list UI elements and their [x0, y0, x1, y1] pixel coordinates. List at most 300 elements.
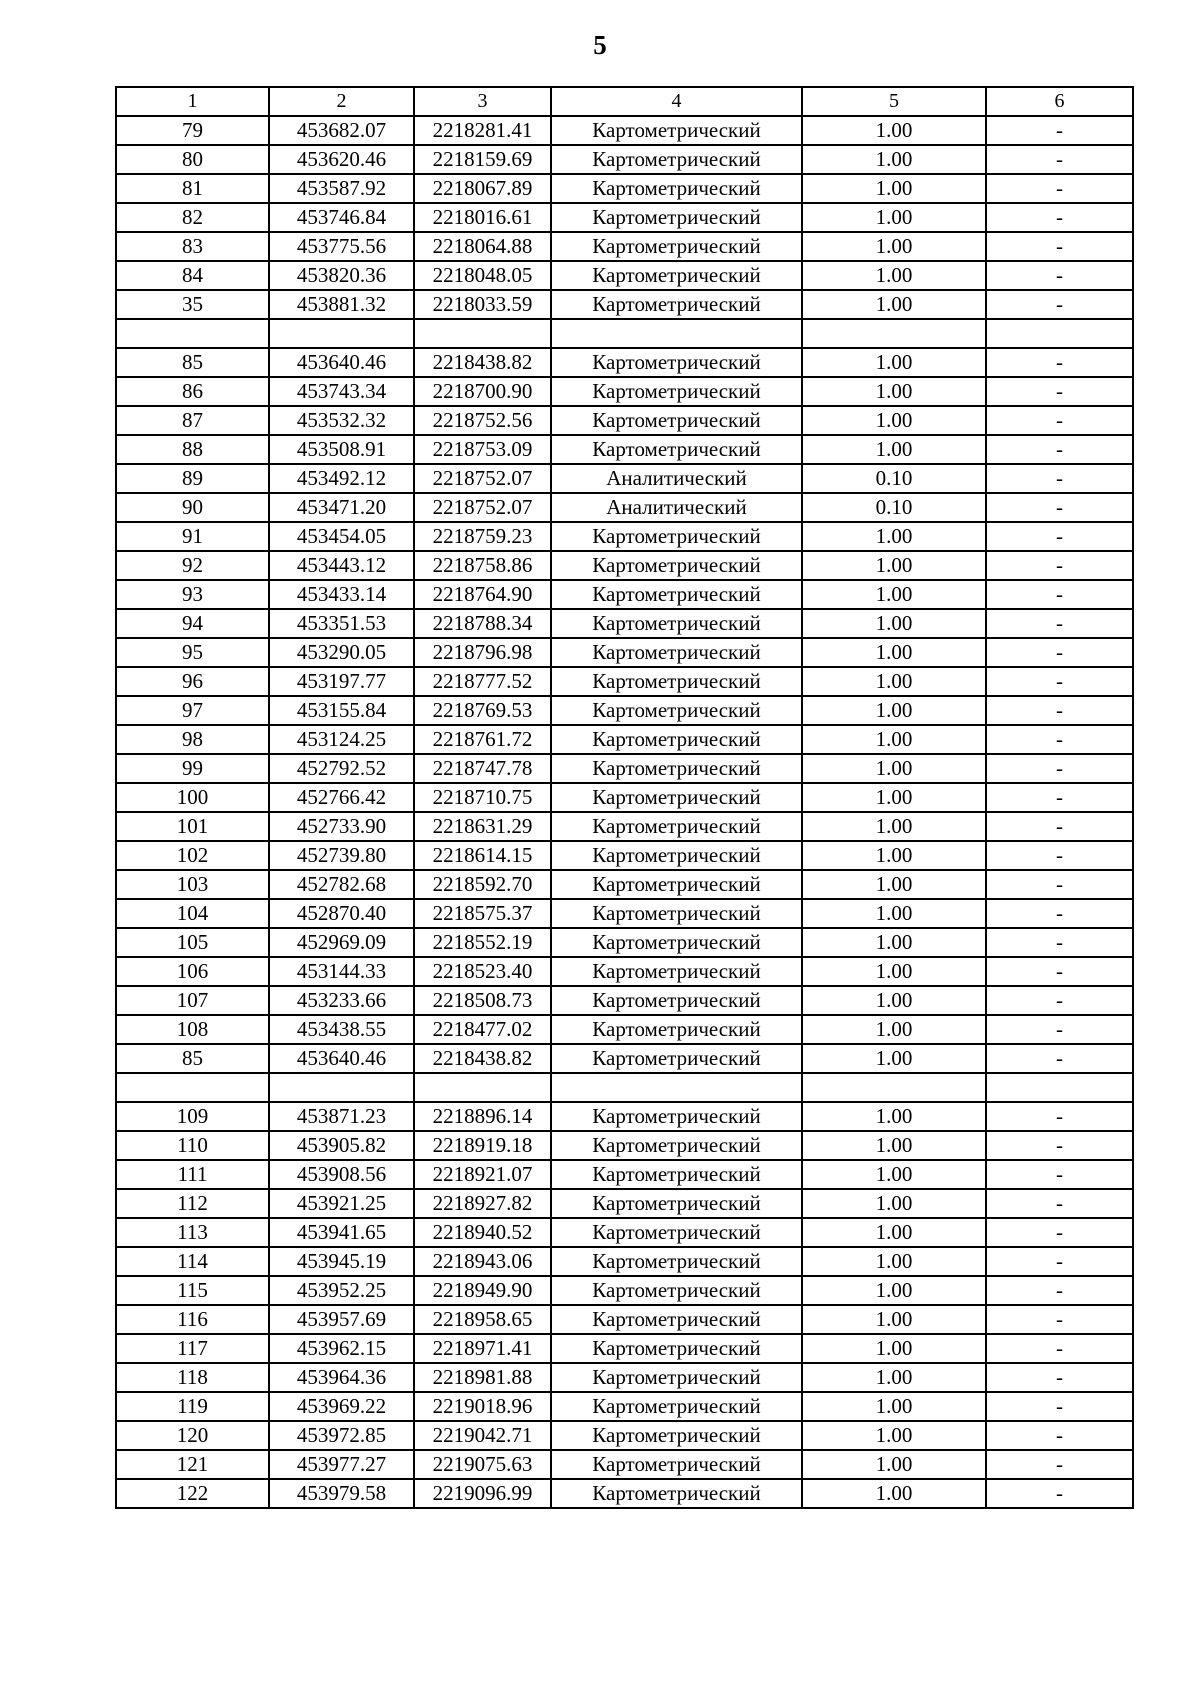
accuracy-cell [802, 319, 986, 348]
table-row [116, 145, 1133, 174]
accuracy-cell: 1.00 [802, 145, 986, 174]
table-row [116, 1044, 1133, 1073]
point-number-cell: 107 [116, 986, 269, 1015]
note-cell: - [986, 899, 1133, 928]
y-coordinate-cell: 2218159.69 [414, 145, 551, 174]
x-coordinate-cell: 452870.40 [269, 899, 414, 928]
point-number-cell: 106 [116, 957, 269, 986]
x-coordinate-cell: 453682.07 [269, 116, 414, 145]
y-coordinate-cell: 2218921.07 [414, 1160, 551, 1189]
method-cell: Картометрический [551, 1450, 802, 1479]
note-cell: - [986, 754, 1133, 783]
method-cell: Картометрический [551, 522, 802, 551]
y-coordinate-cell: 2218552.19 [414, 928, 551, 957]
point-number-cell: 102 [116, 841, 269, 870]
method-cell: Картометрический [551, 1218, 802, 1247]
y-coordinate-cell: 2218788.34 [414, 609, 551, 638]
accuracy-cell: 1.00 [802, 261, 986, 290]
x-coordinate-cell: 453746.84 [269, 203, 414, 232]
note-cell: - [986, 1479, 1133, 1508]
table-row [116, 319, 1133, 348]
x-coordinate-cell: 453905.82 [269, 1131, 414, 1160]
accuracy-cell [802, 1073, 986, 1102]
point-number-cell: 114 [116, 1247, 269, 1276]
y-coordinate-cell: 2218981.88 [414, 1363, 551, 1392]
accuracy-cell: 1.00 [802, 1247, 986, 1276]
point-number-cell [116, 1073, 269, 1102]
table-row [116, 1334, 1133, 1363]
point-number-cell: 98 [116, 725, 269, 754]
accuracy-cell: 1.00 [802, 1044, 986, 1073]
point-number-cell: 115 [116, 1276, 269, 1305]
point-number-cell: 90 [116, 493, 269, 522]
accuracy-cell: 1.00 [802, 725, 986, 754]
note-cell: - [986, 725, 1133, 754]
method-cell: Картометрический [551, 609, 802, 638]
point-number-cell: 112 [116, 1189, 269, 1218]
y-coordinate-cell: 2218477.02 [414, 1015, 551, 1044]
point-number-cell: 103 [116, 870, 269, 899]
table-row [116, 986, 1133, 1015]
accuracy-cell: 1.00 [802, 783, 986, 812]
method-cell: Картометрический [551, 580, 802, 609]
point-number-cell: 95 [116, 638, 269, 667]
accuracy-cell: 1.00 [802, 1160, 986, 1189]
method-cell: Картометрический [551, 435, 802, 464]
point-number-cell: 81 [116, 174, 269, 203]
method-cell: Картометрический [551, 377, 802, 406]
table-row [116, 261, 1133, 290]
note-cell: - [986, 841, 1133, 870]
note-cell: - [986, 812, 1133, 841]
x-coordinate-cell: 453820.36 [269, 261, 414, 290]
table-row [116, 1247, 1133, 1276]
y-coordinate-cell: 2218752.07 [414, 464, 551, 493]
point-number-cell: 91 [116, 522, 269, 551]
accuracy-cell: 1.00 [802, 232, 986, 261]
note-cell: - [986, 116, 1133, 145]
note-cell: - [986, 1363, 1133, 1392]
table-row [116, 522, 1133, 551]
method-cell [551, 319, 802, 348]
y-coordinate-cell: 2218710.75 [414, 783, 551, 812]
table-row [116, 348, 1133, 377]
column-header: 3 [414, 87, 551, 116]
method-cell: Картометрический [551, 116, 802, 145]
accuracy-cell: 1.00 [802, 522, 986, 551]
x-coordinate-cell: 452739.80 [269, 841, 414, 870]
x-coordinate-cell: 453908.56 [269, 1160, 414, 1189]
y-coordinate-cell: 2219042.71 [414, 1421, 551, 1450]
point-number-cell: 87 [116, 406, 269, 435]
method-cell: Картометрический [551, 1247, 802, 1276]
y-coordinate-cell: 2218958.65 [414, 1305, 551, 1334]
y-coordinate-cell: 2218761.72 [414, 725, 551, 754]
table-row [116, 1450, 1133, 1479]
method-cell: Картометрический [551, 174, 802, 203]
accuracy-cell: 1.00 [802, 1015, 986, 1044]
x-coordinate-cell: 452766.42 [269, 783, 414, 812]
method-cell: Картометрический [551, 696, 802, 725]
accuracy-cell: 1.00 [802, 1421, 986, 1450]
accuracy-cell: 1.00 [802, 899, 986, 928]
y-coordinate-cell: 2218747.78 [414, 754, 551, 783]
method-cell: Картометрический [551, 986, 802, 1015]
table-row [116, 1305, 1133, 1334]
note-cell: - [986, 870, 1133, 899]
note-cell: - [986, 1160, 1133, 1189]
column-header: 4 [551, 87, 802, 116]
note-cell: - [986, 638, 1133, 667]
table-row [116, 725, 1133, 754]
table-row [116, 1131, 1133, 1160]
note-cell: - [986, 580, 1133, 609]
x-coordinate-cell: 453957.69 [269, 1305, 414, 1334]
method-cell: Картометрический [551, 783, 802, 812]
table-row [116, 1218, 1133, 1247]
method-cell: Картометрический [551, 725, 802, 754]
table-row [116, 435, 1133, 464]
x-coordinate-cell: 453144.33 [269, 957, 414, 986]
table-row [116, 928, 1133, 957]
method-cell: Картометрический [551, 1131, 802, 1160]
note-cell: - [986, 957, 1133, 986]
x-coordinate-cell: 453443.12 [269, 551, 414, 580]
table-row [116, 551, 1133, 580]
note-cell [986, 1073, 1133, 1102]
table-row [116, 638, 1133, 667]
accuracy-cell: 1.00 [802, 696, 986, 725]
x-coordinate-cell [269, 1073, 414, 1102]
x-coordinate-cell: 453952.25 [269, 1276, 414, 1305]
note-cell: - [986, 174, 1133, 203]
column-header: 2 [269, 87, 414, 116]
note-cell: - [986, 986, 1133, 1015]
x-coordinate-cell: 453977.27 [269, 1450, 414, 1479]
y-coordinate-cell: 2218508.73 [414, 986, 551, 1015]
point-number-cell: 111 [116, 1160, 269, 1189]
method-cell: Картометрический [551, 1334, 802, 1363]
accuracy-cell: 1.00 [802, 1334, 986, 1363]
note-cell: - [986, 232, 1133, 261]
x-coordinate-cell: 453433.14 [269, 580, 414, 609]
point-number-cell: 117 [116, 1334, 269, 1363]
table-row [116, 232, 1133, 261]
table-row [116, 290, 1133, 319]
method-cell: Картометрический [551, 551, 802, 580]
note-cell: - [986, 406, 1133, 435]
point-number-cell: 109 [116, 1102, 269, 1131]
accuracy-cell: 1.00 [802, 812, 986, 841]
note-cell: - [986, 1044, 1133, 1073]
y-coordinate-cell: 2218919.18 [414, 1131, 551, 1160]
method-cell: Картометрический [551, 928, 802, 957]
x-coordinate-cell: 453775.56 [269, 232, 414, 261]
table-row [116, 696, 1133, 725]
method-cell: Картометрический [551, 1015, 802, 1044]
table-row [116, 377, 1133, 406]
point-number-cell: 85 [116, 1044, 269, 1073]
note-cell: - [986, 1450, 1133, 1479]
x-coordinate-cell: 453233.66 [269, 986, 414, 1015]
y-coordinate-cell: 2218523.40 [414, 957, 551, 986]
method-cell: Картометрический [551, 957, 802, 986]
accuracy-cell: 0.10 [802, 493, 986, 522]
y-coordinate-cell: 2218281.41 [414, 116, 551, 145]
method-cell: Картометрический [551, 290, 802, 319]
y-coordinate-cell: 2218700.90 [414, 377, 551, 406]
y-coordinate-cell: 2218758.86 [414, 551, 551, 580]
accuracy-cell: 1.00 [802, 116, 986, 145]
y-coordinate-cell: 2218592.70 [414, 870, 551, 899]
y-coordinate-cell [414, 319, 551, 348]
point-number-cell: 85 [116, 348, 269, 377]
note-cell: - [986, 696, 1133, 725]
method-cell: Картометрический [551, 1044, 802, 1073]
y-coordinate-cell: 2218631.29 [414, 812, 551, 841]
method-cell: Картометрический [551, 754, 802, 783]
x-coordinate-cell: 453155.84 [269, 696, 414, 725]
table-row [116, 1015, 1133, 1044]
method-cell: Картометрический [551, 1305, 802, 1334]
table-row [116, 116, 1133, 145]
table-row [116, 406, 1133, 435]
x-coordinate-cell: 453471.20 [269, 493, 414, 522]
method-cell: Картометрический [551, 899, 802, 928]
x-coordinate-cell: 453962.15 [269, 1334, 414, 1363]
point-number-cell: 104 [116, 899, 269, 928]
note-cell: - [986, 609, 1133, 638]
y-coordinate-cell: 2218016.61 [414, 203, 551, 232]
x-coordinate-cell: 453743.34 [269, 377, 414, 406]
accuracy-cell: 1.00 [802, 1479, 986, 1508]
x-coordinate-cell: 453508.91 [269, 435, 414, 464]
note-cell: - [986, 348, 1133, 377]
x-coordinate-cell: 453197.77 [269, 667, 414, 696]
y-coordinate-cell: 2218048.05 [414, 261, 551, 290]
method-cell: Картометрический [551, 1392, 802, 1421]
y-coordinate-cell: 2218896.14 [414, 1102, 551, 1131]
note-cell: - [986, 551, 1133, 580]
point-number-cell: 84 [116, 261, 269, 290]
method-cell: Картометрический [551, 841, 802, 870]
method-cell: Картометрический [551, 203, 802, 232]
table-row [116, 464, 1133, 493]
x-coordinate-cell: 453881.32 [269, 290, 414, 319]
y-coordinate-cell: 2218753.09 [414, 435, 551, 464]
method-cell: Картометрический [551, 1421, 802, 1450]
point-number-cell: 122 [116, 1479, 269, 1508]
x-coordinate-cell: 453532.32 [269, 406, 414, 435]
column-header: 6 [986, 87, 1133, 116]
accuracy-cell: 1.00 [802, 580, 986, 609]
accuracy-cell: 1.00 [802, 377, 986, 406]
accuracy-cell: 1.00 [802, 609, 986, 638]
method-cell: Картометрический [551, 1102, 802, 1131]
accuracy-cell: 1.00 [802, 928, 986, 957]
accuracy-cell: 1.00 [802, 174, 986, 203]
table-body [116, 116, 1133, 1508]
table-row [116, 1479, 1133, 1508]
point-number-cell: 118 [116, 1363, 269, 1392]
y-coordinate-cell: 2218769.53 [414, 696, 551, 725]
accuracy-cell: 1.00 [802, 1305, 986, 1334]
accuracy-cell: 1.00 [802, 841, 986, 870]
point-number-cell: 92 [116, 551, 269, 580]
accuracy-cell: 1.00 [802, 986, 986, 1015]
point-number-cell: 97 [116, 696, 269, 725]
y-coordinate-cell [414, 1073, 551, 1102]
point-number-cell: 105 [116, 928, 269, 957]
note-cell: - [986, 493, 1133, 522]
table-row [116, 580, 1133, 609]
table-row [116, 783, 1133, 812]
method-cell: Аналитический [551, 493, 802, 522]
point-number-cell: 121 [116, 1450, 269, 1479]
point-number-cell: 83 [116, 232, 269, 261]
method-cell: Картометрический [551, 638, 802, 667]
accuracy-cell: 1.00 [802, 638, 986, 667]
table-row [116, 812, 1133, 841]
accuracy-cell: 1.00 [802, 1131, 986, 1160]
table-row [116, 667, 1133, 696]
y-coordinate-cell: 2218759.23 [414, 522, 551, 551]
method-cell: Картометрический [551, 1276, 802, 1305]
note-cell: - [986, 203, 1133, 232]
point-number-cell [116, 319, 269, 348]
point-number-cell: 35 [116, 290, 269, 319]
x-coordinate-cell: 453945.19 [269, 1247, 414, 1276]
y-coordinate-cell: 2218752.56 [414, 406, 551, 435]
accuracy-cell: 1.00 [802, 348, 986, 377]
x-coordinate-cell: 453979.58 [269, 1479, 414, 1508]
note-cell: - [986, 1276, 1133, 1305]
accuracy-cell: 1.00 [802, 203, 986, 232]
method-cell: Картометрический [551, 812, 802, 841]
y-coordinate-cell: 2218575.37 [414, 899, 551, 928]
note-cell: - [986, 1218, 1133, 1247]
table-row [116, 841, 1133, 870]
x-coordinate-cell: 453587.92 [269, 174, 414, 203]
method-cell: Картометрический [551, 232, 802, 261]
x-coordinate-cell: 452733.90 [269, 812, 414, 841]
method-cell: Картометрический [551, 348, 802, 377]
table-row [116, 754, 1133, 783]
x-coordinate-cell: 453921.25 [269, 1189, 414, 1218]
x-coordinate-cell: 453290.05 [269, 638, 414, 667]
table-row [116, 1160, 1133, 1189]
table-row [116, 203, 1133, 232]
y-coordinate-cell: 2219096.99 [414, 1479, 551, 1508]
note-cell: - [986, 522, 1133, 551]
x-coordinate-cell [269, 319, 414, 348]
accuracy-cell: 1.00 [802, 667, 986, 696]
column-header: 1 [116, 87, 269, 116]
point-number-cell: 120 [116, 1421, 269, 1450]
y-coordinate-cell: 2218943.06 [414, 1247, 551, 1276]
accuracy-cell: 1.00 [802, 290, 986, 319]
note-cell: - [986, 1392, 1133, 1421]
accuracy-cell: 1.00 [802, 1218, 986, 1247]
accuracy-cell: 1.00 [802, 754, 986, 783]
accuracy-cell: 1.00 [802, 406, 986, 435]
y-coordinate-cell: 2218927.82 [414, 1189, 551, 1218]
table-row [116, 899, 1133, 928]
point-number-cell: 79 [116, 116, 269, 145]
point-number-cell: 86 [116, 377, 269, 406]
x-coordinate-cell: 452969.09 [269, 928, 414, 957]
y-coordinate-cell: 2218033.59 [414, 290, 551, 319]
table-row [116, 493, 1133, 522]
method-cell: Картометрический [551, 870, 802, 899]
table-row [116, 174, 1133, 203]
note-cell: - [986, 1102, 1133, 1131]
y-coordinate-cell: 2218764.90 [414, 580, 551, 609]
x-coordinate-cell: 453492.12 [269, 464, 414, 493]
note-cell: - [986, 667, 1133, 696]
y-coordinate-cell: 2218067.89 [414, 174, 551, 203]
coordinates-table [115, 86, 1134, 1509]
method-cell: Картометрический [551, 145, 802, 174]
note-cell: - [986, 1189, 1133, 1218]
x-coordinate-cell: 453351.53 [269, 609, 414, 638]
point-number-cell: 89 [116, 464, 269, 493]
table-row [116, 1189, 1133, 1218]
note-cell: - [986, 464, 1133, 493]
x-coordinate-cell: 453640.46 [269, 1044, 414, 1073]
x-coordinate-cell: 452782.68 [269, 870, 414, 899]
y-coordinate-cell: 2218614.15 [414, 841, 551, 870]
x-coordinate-cell: 453969.22 [269, 1392, 414, 1421]
note-cell: - [986, 145, 1133, 174]
accuracy-cell: 1.00 [802, 551, 986, 580]
note-cell: - [986, 1247, 1133, 1276]
accuracy-cell: 1.00 [802, 1450, 986, 1479]
table-row [116, 1392, 1133, 1421]
x-coordinate-cell: 453454.05 [269, 522, 414, 551]
accuracy-cell: 1.00 [802, 957, 986, 986]
accuracy-cell: 1.00 [802, 1392, 986, 1421]
x-coordinate-cell: 453640.46 [269, 348, 414, 377]
x-coordinate-cell: 453972.85 [269, 1421, 414, 1450]
accuracy-cell: 0.10 [802, 464, 986, 493]
x-coordinate-cell: 452792.52 [269, 754, 414, 783]
point-number-cell: 119 [116, 1392, 269, 1421]
note-cell: - [986, 377, 1133, 406]
accuracy-cell: 1.00 [802, 1363, 986, 1392]
y-coordinate-cell: 2218777.52 [414, 667, 551, 696]
accuracy-cell: 1.00 [802, 1276, 986, 1305]
x-coordinate-cell: 453438.55 [269, 1015, 414, 1044]
method-cell: Картометрический [551, 1160, 802, 1189]
method-cell [551, 1073, 802, 1102]
x-coordinate-cell: 453124.25 [269, 725, 414, 754]
note-cell: - [986, 1421, 1133, 1450]
method-cell: Картометрический [551, 1189, 802, 1218]
y-coordinate-cell: 2219018.96 [414, 1392, 551, 1421]
method-cell: Картометрический [551, 1363, 802, 1392]
page-number: 5 [593, 30, 607, 60]
table-row [116, 1421, 1133, 1450]
y-coordinate-cell: 2218796.98 [414, 638, 551, 667]
point-number-cell: 88 [116, 435, 269, 464]
table-row [116, 1073, 1133, 1102]
table-row [116, 870, 1133, 899]
point-number-cell: 108 [116, 1015, 269, 1044]
point-number-cell: 80 [116, 145, 269, 174]
note-cell: - [986, 1305, 1133, 1334]
point-number-cell: 116 [116, 1305, 269, 1334]
